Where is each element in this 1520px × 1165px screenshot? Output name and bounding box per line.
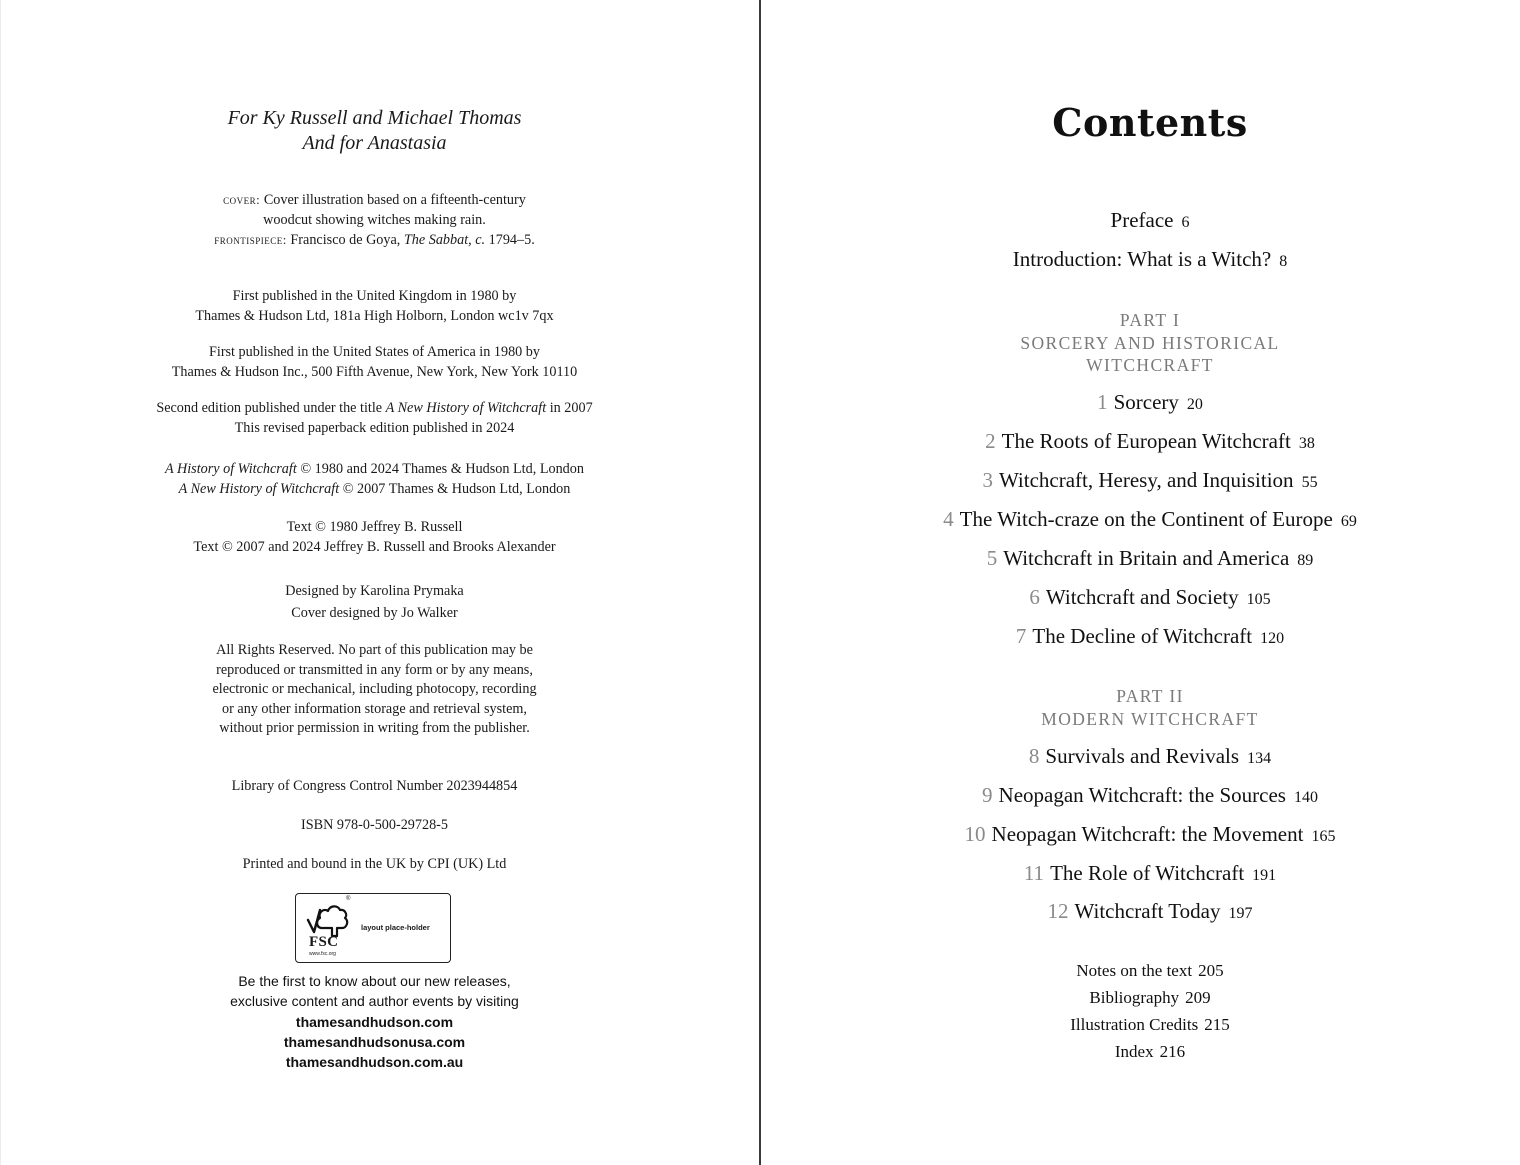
fsc-placeholder-box xyxy=(295,893,451,963)
rights-line: electronic or mechanical, including photocopy, recording xyxy=(212,681,537,697)
chapter-title: The Witch-craze on the Continent of Europe xyxy=(959,507,1333,531)
toc-chapter-2[interactable] xyxy=(760,428,1520,457)
chapter-title: The Decline of Witchcraft xyxy=(1032,624,1253,648)
chapter-title: Neopagan Witchcraft: the Movement xyxy=(991,822,1304,846)
toc-page-number: 205 xyxy=(1198,961,1224,980)
chapter-number: 5 xyxy=(986,546,998,570)
toc-entry-bibliography[interactable] xyxy=(760,987,1520,1009)
toc-page-number: 6 xyxy=(1181,214,1190,231)
toc-page-number: 69 xyxy=(1340,513,1357,530)
toc-page-number: 89 xyxy=(1297,552,1314,569)
rights-line: All Rights Reserved. No part of this publication may be xyxy=(216,642,533,658)
publisher-url-au[interactable]: thamesandhudson.com.au xyxy=(285,1054,464,1071)
chapter-number: 4 xyxy=(943,507,954,531)
publisher-promo xyxy=(0,971,749,1072)
second-edition-suffix: in 2007 xyxy=(546,400,593,416)
chapter-title: Neopagan Witchcraft: the Sources xyxy=(998,783,1286,807)
toc-chapter-11[interactable] xyxy=(760,860,1520,889)
copyright-line xyxy=(0,480,749,500)
part-title-line: MODERN WITCHCRAFT xyxy=(1041,708,1259,729)
us-publication-line: Thames & Hudson Inc., 500 Fifth Avenue, New York, New York 10110 xyxy=(171,363,578,380)
part-label: PART II xyxy=(1116,686,1184,706)
frontispiece-circa: , c. xyxy=(468,232,486,248)
frontispiece-title: The Sabbat xyxy=(403,232,469,248)
toc-chapter-3[interactable] xyxy=(760,467,1520,496)
part-heading-1 xyxy=(760,309,1520,377)
toc-entry-title: Notes on the text xyxy=(1076,961,1193,980)
toc-page-number: 140 xyxy=(1293,789,1318,806)
toc-chapter-10[interactable] xyxy=(760,821,1520,850)
chapter-number: 7 xyxy=(1015,624,1027,648)
rights-line: reproduced or transmitted in any form or by any means, xyxy=(216,661,533,678)
contents-title: Contents xyxy=(1052,100,1248,145)
toc-chapter-9[interactable] xyxy=(760,782,1520,811)
second-edition-title: A New History of Witchcraft xyxy=(385,400,547,416)
toc-entry-title: Preface xyxy=(1110,208,1174,232)
text-copyright xyxy=(0,518,749,557)
isbn: ISBN 978-0-500-29728-5 xyxy=(301,817,448,833)
us-publication-line: First published in the United States of America in 1980 by xyxy=(208,344,540,360)
toc-chapter-12[interactable] xyxy=(760,898,1520,927)
second-edition-prefix: Second edition published under the title xyxy=(156,400,386,416)
toc-page-number: 216 xyxy=(1159,1042,1186,1061)
toc-entry-index[interactable] xyxy=(760,1041,1520,1063)
design-credit-line: Cover designed by Jo Walker xyxy=(291,605,458,621)
toc-page-number: 38 xyxy=(1298,435,1315,452)
toc-entry-preface[interactable] xyxy=(760,207,1520,236)
toc-entry-title: Illustration Credits xyxy=(1070,1015,1199,1034)
copyright-text: © 2007 Thames & Hudson Ltd, London xyxy=(339,480,571,497)
toc-chapter-5[interactable] xyxy=(760,545,1520,574)
toc-page-number: 55 xyxy=(1301,474,1318,491)
rights-line: or any other information storage and retrieval system, xyxy=(222,700,527,717)
toc-page-number: 134 xyxy=(1247,750,1272,767)
toc-page-number: 20 xyxy=(1186,396,1203,413)
chapter-number: 8 xyxy=(1028,744,1040,768)
toc-chapter-8[interactable] xyxy=(760,743,1520,772)
rights-statement xyxy=(0,641,749,739)
cover-credits xyxy=(0,190,749,251)
second-edition-line xyxy=(0,399,749,419)
copyright-title: A New History of Witchcraft xyxy=(178,480,340,497)
chapter-title: The Role of Witchcraft xyxy=(1050,861,1245,885)
copyright-notices xyxy=(0,460,749,499)
registered-mark: ® xyxy=(346,896,351,902)
design-credits xyxy=(0,580,749,624)
printer-line: Printed and bound in the UK by CPI (UK) Ltd xyxy=(242,856,507,872)
chapter-title: Witchcraft, Heresy, and Inquisition xyxy=(998,468,1294,492)
us-publication xyxy=(0,343,749,382)
toc-entry-illustration-credits[interactable] xyxy=(760,1014,1520,1036)
toc-entry-title: Introduction: What is a Witch? xyxy=(1012,247,1272,271)
rights-line: without prior permission in writing from the publisher. xyxy=(219,720,530,736)
toc-page-number: 165 xyxy=(1311,828,1336,845)
dedication xyxy=(0,106,749,156)
copyright-text: © 1980 and 2024 Thames & Hudson Ltd, London xyxy=(296,461,584,477)
toc-chapter-4[interactable] xyxy=(760,506,1520,535)
copyright-title: A History of Witchcraft xyxy=(165,461,297,477)
toc-page-number: 120 xyxy=(1260,630,1285,647)
toc-page-number: 8 xyxy=(1279,253,1288,270)
copyright-line xyxy=(0,460,749,480)
uk-publication-line: Thames & Hudson Ltd, 181a High Holborn, London wc1v 7qx xyxy=(195,307,554,324)
toc-chapter-6[interactable] xyxy=(760,584,1520,613)
chapter-number: 9 xyxy=(982,783,993,807)
toc-page-number: 215 xyxy=(1204,1015,1230,1034)
chapter-number: 10 xyxy=(964,822,986,846)
part-heading-2 xyxy=(760,685,1520,730)
fsc-placeholder-label: layout place-holder xyxy=(361,923,430,932)
chapter-title: Witchcraft Today xyxy=(1074,899,1221,923)
cover-text: Cover illustration based on a fifteenth-century xyxy=(263,192,526,208)
toc-page-number: 105 xyxy=(1246,591,1271,608)
chapter-title: Witchcraft and Society xyxy=(1045,585,1239,609)
frontispiece-date: 1794–5. xyxy=(488,232,535,248)
publisher-url-uk[interactable]: thamesandhudson.com xyxy=(295,1013,454,1030)
chapter-number: 3 xyxy=(982,468,993,492)
cover-label: cover: xyxy=(223,192,261,207)
toc-page-number: 191 xyxy=(1252,867,1277,884)
chapter-number: 1 xyxy=(1097,390,1108,414)
toc-chapter-7[interactable] xyxy=(760,623,1520,652)
chapter-title: Witchcraft in Britain and America xyxy=(1003,546,1290,570)
dedication-line: And for Anastasia xyxy=(302,132,447,154)
uk-publication-line: First published in the United Kingdom in 1980 by xyxy=(232,288,517,304)
publisher-url-usa[interactable]: thamesandhudsonusa.com xyxy=(283,1033,466,1050)
toc-entry-introduction[interactable] xyxy=(760,246,1520,275)
fsc-logo-text: FSC xyxy=(309,934,339,950)
text-copyright-line: Text © 1980 Jeffrey B. Russell xyxy=(286,519,463,535)
part-label: PART I xyxy=(1119,310,1181,330)
frontispiece-credit-line xyxy=(0,230,749,251)
frontispiece-text: Francisco de Goya, xyxy=(290,232,401,248)
chapter-title: The Roots of European Witchcraft xyxy=(1001,429,1291,453)
toc-page-number: 197 xyxy=(1228,905,1253,922)
part-title-line: WITCHCRAFT xyxy=(1086,355,1214,375)
cover-credit-line xyxy=(0,190,749,211)
toc-entry-title: Bibliography xyxy=(1089,988,1180,1007)
frontispiece-label: frontispiece: xyxy=(214,232,287,247)
loc-number: Library of Congress Control Number 2023944854 xyxy=(231,778,518,794)
design-credit-line: Designed by Karolina Prymaka xyxy=(285,583,464,599)
chapter-title: Survivals and Revivals xyxy=(1045,744,1240,768)
part-title-line: SORCERY AND HISTORICAL xyxy=(1020,332,1280,353)
chapter-number: 11 xyxy=(1023,861,1045,885)
toc-entry-title: Index xyxy=(1114,1042,1154,1061)
promo-line: exclusive content and author events by visiting xyxy=(230,993,519,1010)
revised-edition-line: This revised paperback edition published in 2024 xyxy=(234,419,515,436)
toc-page-number: 209 xyxy=(1185,988,1211,1007)
cover-credit-line: woodcut showing witches making rain. xyxy=(263,211,486,228)
promo-line: Be the first to know about our new releases, xyxy=(238,973,511,989)
fsc-url: www.fsc.org xyxy=(309,951,336,957)
uk-publication xyxy=(0,287,749,326)
toc-chapter-1[interactable] xyxy=(760,389,1520,418)
chapter-number: 2 xyxy=(985,429,996,453)
toc-entry-notes[interactable] xyxy=(760,960,1520,982)
chapter-title: Sorcery xyxy=(1113,390,1179,414)
chapter-number: 12 xyxy=(1047,899,1069,923)
dedication-line: For Ky Russell and Michael Thomas xyxy=(227,107,522,129)
text-copyright-line: Text © 2007 and 2024 Jeffrey B. Russell and Brooks Alexander xyxy=(193,538,556,555)
chapter-number: 6 xyxy=(1029,585,1040,609)
edition-history xyxy=(0,399,749,438)
